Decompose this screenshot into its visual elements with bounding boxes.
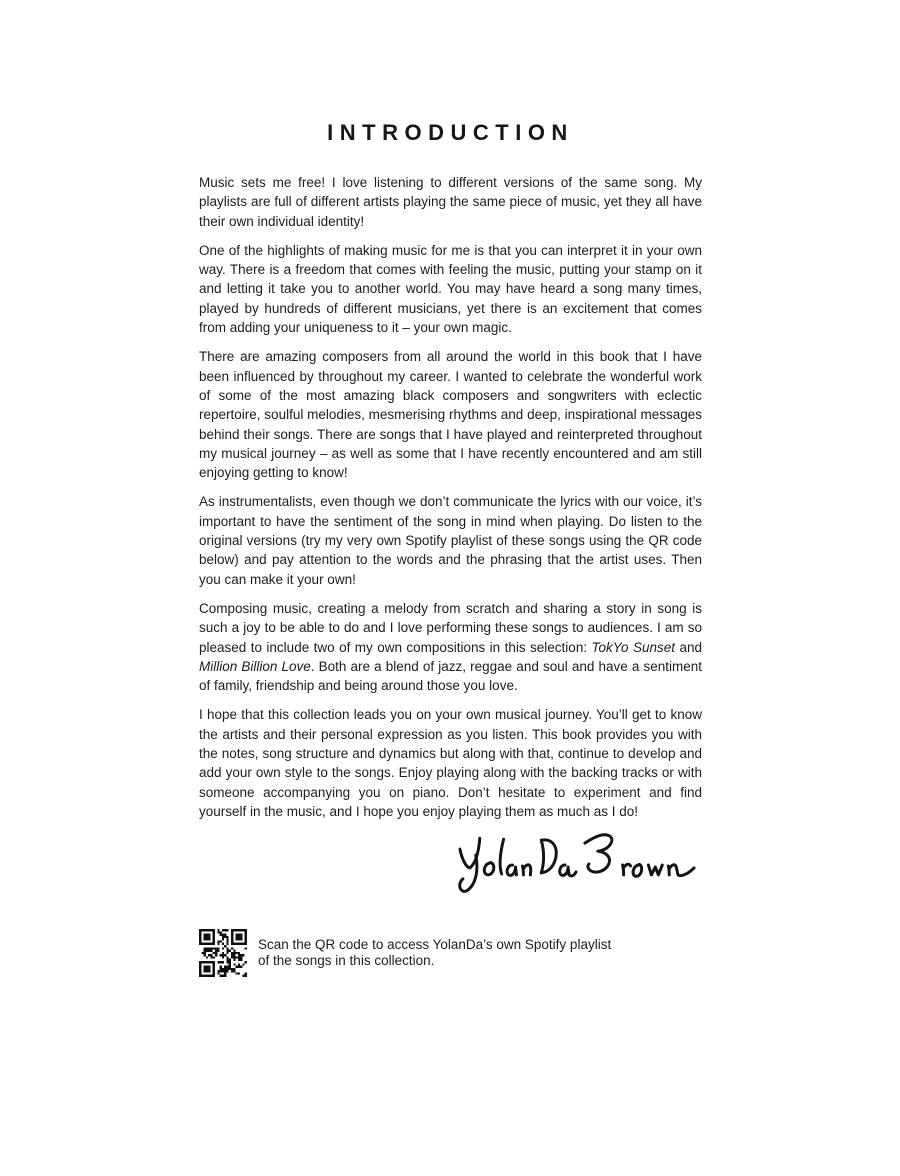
paragraph-text: One of the highlights of making music for me is that you can interpret it in your own way. There is a freedom that comes with feeling the music, putting your stamp on it and letting it take you to another world. You may have heard a song many times, played by hundreds of different musicians, yet there is an excitement that comes from adding your uniqueness to it – your own magic. <box>199 242 702 336</box>
paragraph-text: As instrumentalists, even though we don’t communicate the lyrics with our voice, it’s important to have the sentiment of the song in mind when playing. Do listen to the original versions (try my very own Spotify playlist of these songs using the QR code below) and pay attention to the words and the phrasing that the artist uses. Then you can make it your own! <box>199 494 702 587</box>
paragraph-text: . Both are a blend of jazz, reggae and soul and have a sentiment of family, friendship and being around those you love. <box>199 658 702 694</box>
qr-section <box>199 929 702 977</box>
paragraph-4 <box>199 492 702 588</box>
qr-caption-line-1: Scan the QR code to access YolanDa’s own Spotify playlist <box>258 936 612 952</box>
paragraph-text: and <box>675 639 702 655</box>
paragraph-6 <box>199 705 702 821</box>
qr-caption-line-2: of the songs in this collection. <box>258 953 435 969</box>
qr-caption <box>258 937 611 970</box>
paragraph-1 <box>199 173 702 231</box>
song-title-tokyo-sunset: TokYo Sunset <box>591 639 676 655</box>
signature <box>199 827 700 899</box>
introduction-text <box>199 173 702 821</box>
paragraph-text: Music sets me free! I love listening to different versions of the same song. My playlists are full of different artists playing the same piece of music, yet they all have their own individual identity! <box>199 175 702 229</box>
paragraph-text: There are amazing composers from all around the world in this book that I have been influenced by throughout my career. I wanted to celebrate the wonderful work of some of the most amazing black composers and songwriters with eclectic repertoire, soulful melodies, mesmerising rhythms and deep, inspirational messages behind their songs. There are songs that I have played and reinterpreted throughout my musical journey – as well as some that I have recently encountered and am still enjoying getting to know! <box>199 349 702 481</box>
paragraph-text: Composing music, creating a melody from scratch and sharing a story in song is such a joy to be able to do and I love performing these songs to audiences. I am so pleased to include two of my own compositions in this selection: <box>199 600 702 655</box>
page-title: INTRODUCTION <box>327 120 574 145</box>
paragraph-3 <box>199 347 702 482</box>
song-title-million-billion-love: Million Billion Love <box>199 658 311 674</box>
page-content <box>199 120 702 977</box>
paragraph-text: I hope that this collection leads you on your own musical journey. You’ll get to know the artists and their personal expression as you listen. This book provides you with the notes, song structure and dynamics but along with that, continue to develop and add your own style to the songs. Enjoy playing along with the backing tracks or with someone accompanying you on piano. Don’t hesitate to experiment and find yourself in the music, and I hope you enjoy playing them as much as I do! <box>199 707 702 819</box>
paragraph-5 <box>199 599 702 695</box>
signature-handwriting <box>452 827 700 899</box>
paragraph-2 <box>199 241 702 337</box>
qr-code-icon <box>199 929 247 977</box>
